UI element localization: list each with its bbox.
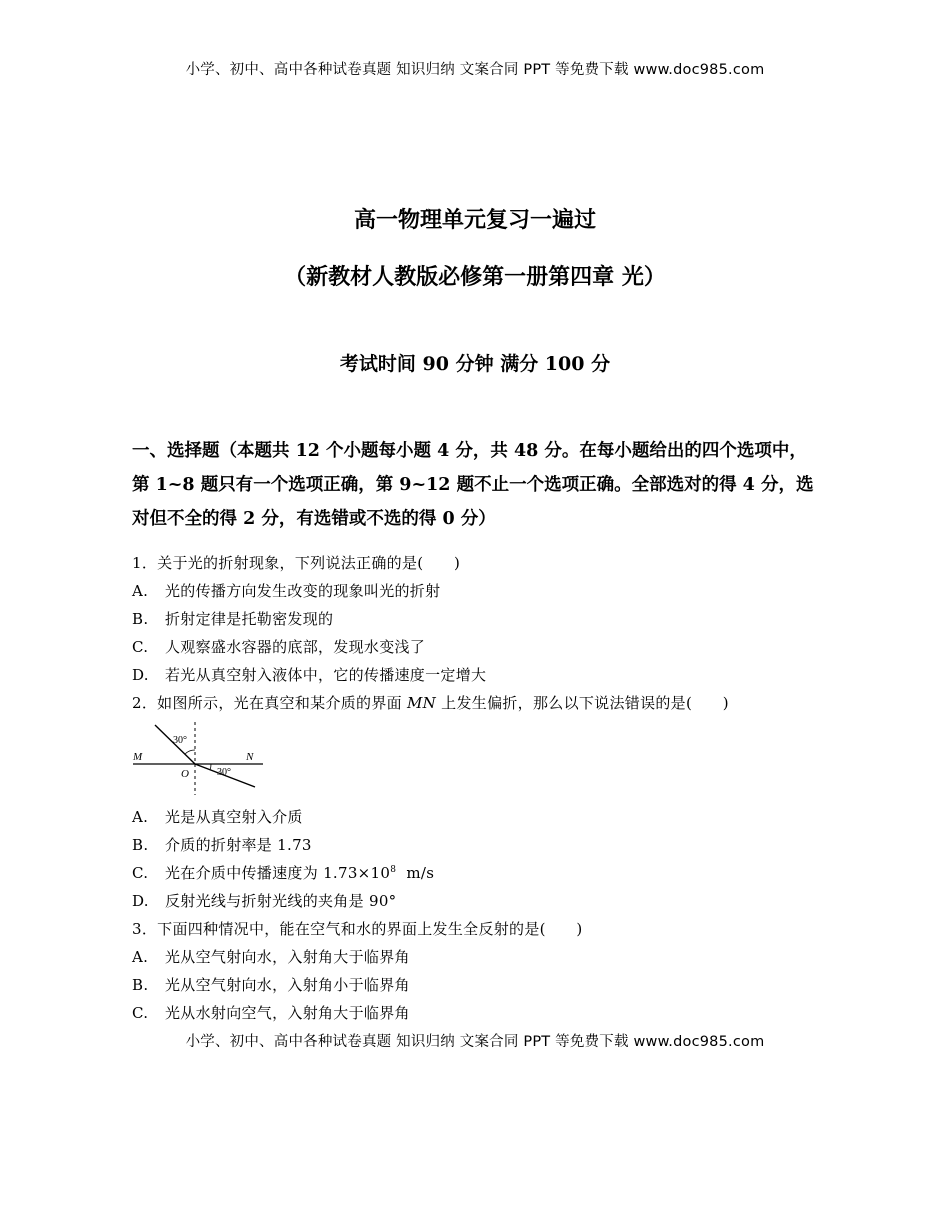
question-1-stem: 1．关于光的折射现象，下列说法正确的是( ) — [132, 554, 461, 572]
label-o: O — [181, 768, 189, 780]
header-banner: 小学、初中、高中各种试卷真题 知识归纳 文案合同 PPT 等免费下载 www.doc985.com — [185, 62, 765, 78]
angle-label-upper: 30° — [173, 735, 187, 746]
option-letter: A. — [132, 948, 149, 966]
section-heading: 一、选择题（本题共 12 个小题每小题 4 分，共 48 分。在每小题给出的四个选项中，第 1~8 题只有一个选项正确，第 9~12 题不止一个选项正确。全部选对的得 4 分，选对但不全的得 2 分，有选错或不选的得 0 分） — [132, 441, 814, 529]
option-text: 折射定律是托勒密发现的 — [165, 610, 334, 628]
option-letter: C. — [132, 1004, 149, 1022]
option-text: 光从水射向空气，入射角大于临界角 — [165, 1004, 410, 1022]
stem-text: 上发生偏折，那么以下说法错误的是( ) — [436, 694, 729, 712]
option-letter: B. — [132, 610, 149, 628]
question-2-option-c — [132, 862, 434, 883]
option-letter: B. — [132, 836, 149, 854]
question-2-option-d — [132, 890, 396, 911]
option-unit: m/s — [396, 864, 435, 882]
upper-angle-arc — [185, 750, 195, 754]
option-letter: C. — [132, 638, 149, 656]
lower-angle-arc — [210, 764, 211, 770]
option-letter: A. — [132, 582, 149, 600]
option-text: 光从空气射向水，入射角小于临界角 — [165, 976, 410, 994]
label-n: N — [246, 751, 254, 763]
question-2-stem — [132, 692, 729, 713]
footer-banner: 小学、初中、高中各种试卷真题 知识归纳 文案合同 PPT 等免费下载 www.doc985.com — [185, 1034, 765, 1050]
option-text: 若光从真空射入液体中，它的传播速度一定增大 — [165, 666, 487, 684]
stem-interface-label: MN — [407, 694, 437, 712]
question-1-option-d — [132, 664, 486, 685]
exponent: 8 — [390, 865, 397, 875]
question-1-option-c — [132, 636, 425, 657]
document-title: 高一物理单元复习一遍过 — [353, 208, 596, 233]
option-text: 光是从真空射入介质 — [165, 808, 303, 826]
option-text: 人观察盛水容器的底部，发现水变浅了 — [165, 638, 426, 656]
option-letter: D. — [132, 892, 149, 910]
question-1-option-b — [132, 608, 333, 629]
option-text: 光的传播方向发生改变的现象叫光的折射 — [165, 582, 441, 600]
document-subtitle: （新教材人教版必修第一册第四章 光） — [284, 265, 666, 290]
option-text: 介质的折射率是 1.73 — [165, 836, 312, 854]
angle-label-lower: 30° — [217, 767, 231, 778]
exam-info: 考试时间 90 分钟 满分 100 分 — [339, 353, 611, 375]
option-text: 光在介质中传播速度为 1.73×10 — [165, 864, 391, 882]
question-1-option-a — [132, 580, 440, 601]
question-3-stem: 3．下面四种情况中，能在空气和水的界面上发生全反射的是( ) — [132, 920, 583, 938]
refraction-diagram — [131, 720, 265, 796]
question-3-option-a — [132, 946, 410, 967]
label-m: M — [133, 751, 143, 763]
option-text: 光从空气射向水，入射角大于临界角 — [165, 948, 410, 966]
question-3-option-b — [132, 974, 410, 995]
question-2-option-a — [132, 806, 303, 827]
question-2-option-b — [132, 834, 312, 855]
question-3-option-c — [132, 1002, 410, 1023]
option-letter: D. — [132, 666, 149, 684]
option-letter: C. — [132, 864, 149, 882]
stem-text: 2．如图所示，光在真空和某介质的界面 — [132, 694, 408, 712]
option-letter: A. — [132, 808, 149, 826]
option-letter: B. — [132, 976, 149, 994]
option-text: 反射光线与折射光线的夹角是 90° — [165, 892, 397, 910]
